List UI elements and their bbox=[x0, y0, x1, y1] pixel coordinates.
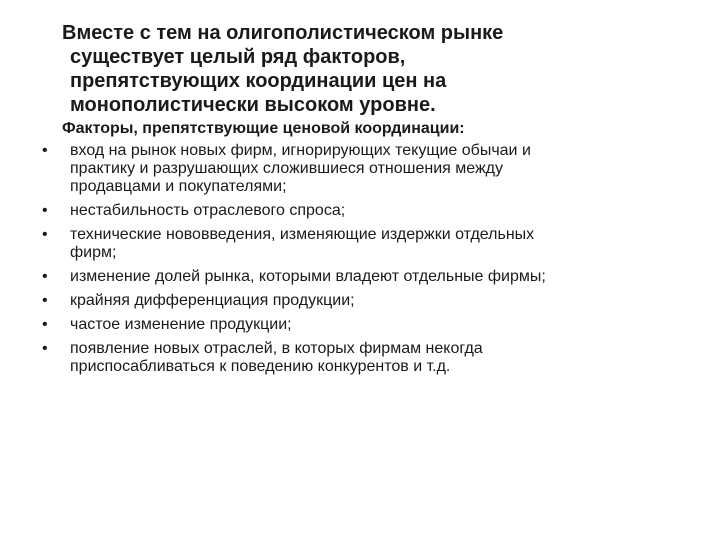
factors-list bbox=[0, 142, 690, 382]
list-item-line: технические нововведения, изменяющие издержки отдельных bbox=[70, 226, 535, 243]
list-item bbox=[0, 316, 690, 334]
list-item-line: фирм; bbox=[70, 244, 117, 261]
list-item-line: появление новых отраслей, в которых фирмам некогда bbox=[70, 340, 483, 357]
bullet-icon: • bbox=[42, 226, 48, 243]
list-item-line: изменение долей рынка, которыми владеют отдельные фирмы; bbox=[70, 268, 546, 285]
bullet-icon: • bbox=[42, 142, 48, 159]
list-item bbox=[0, 268, 690, 286]
list-item-text bbox=[70, 226, 690, 262]
slide-heading bbox=[62, 21, 622, 117]
list-item-text bbox=[70, 142, 690, 196]
bullet-icon: • bbox=[42, 316, 48, 333]
list-item bbox=[0, 292, 690, 310]
list-item-line: частое изменение продукции; bbox=[70, 316, 292, 333]
list-item bbox=[0, 226, 690, 262]
list-item-line: продавцами и покупателями; bbox=[70, 178, 287, 195]
bullet-icon: • bbox=[42, 340, 48, 357]
list-item-text bbox=[70, 316, 690, 334]
list-item bbox=[0, 142, 690, 196]
list-item-text bbox=[70, 202, 690, 220]
list-item-line: практику и разрушающих сложившиеся отношения между bbox=[70, 160, 504, 177]
bullet-icon: • bbox=[42, 268, 48, 285]
heading-line: монополистически высоком уровне. bbox=[70, 94, 436, 116]
list-item-line: крайняя дифференциация продукции; bbox=[70, 292, 355, 309]
list-item-line: приспосабливаться к поведению конкурентов и т.д. bbox=[70, 358, 451, 375]
list-item-line: нестабильность отраслевого спроса; bbox=[70, 202, 346, 219]
heading-line: Вместе с тем на олигополистическом рынке bbox=[62, 22, 504, 44]
list-item bbox=[0, 202, 690, 220]
list-item-text bbox=[70, 292, 690, 310]
heading-line: существует целый ряд факторов, bbox=[70, 46, 406, 68]
list-item-text bbox=[70, 340, 690, 376]
factors-subheading: Факторы, препятствующие ценовой координации: bbox=[62, 120, 465, 137]
heading-line: препятствующих координации цен на bbox=[70, 70, 447, 92]
bullet-icon: • bbox=[42, 202, 48, 219]
list-item bbox=[0, 340, 690, 376]
list-item-text bbox=[70, 268, 690, 286]
bullet-icon: • bbox=[42, 292, 48, 309]
list-item-line: вход на рынок новых фирм, игнорирующих текущие обычаи и bbox=[70, 142, 531, 159]
